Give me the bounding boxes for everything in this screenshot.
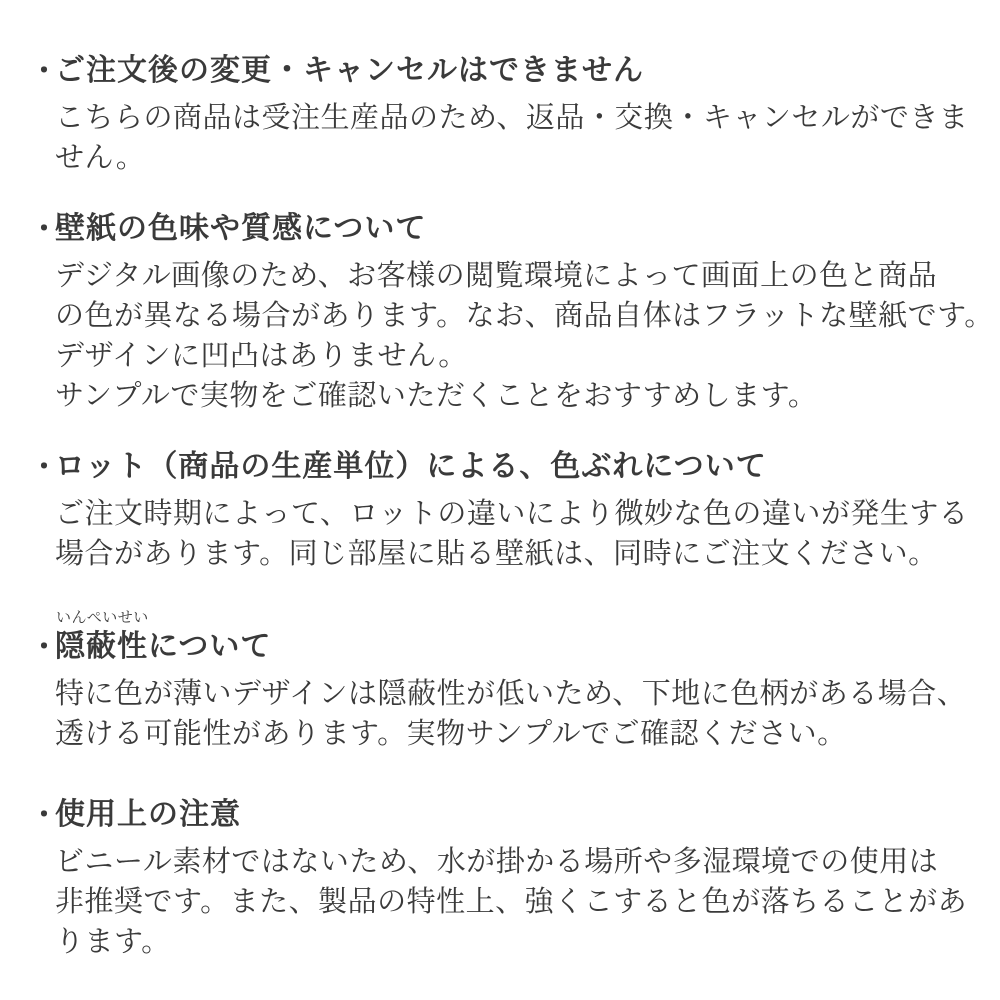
section-body [55,256,994,416]
bullet-icon: ・ [30,213,59,244]
bullet-icon: ・ [30,55,59,86]
body-line: こちらの商品は受注生産品のため、返品・交換・キャンセルができま [55,102,969,134]
body-line: せん。 [55,142,146,174]
section-body [55,842,972,962]
section-heading-label: ロット（商品の生産単位）による、色ぶれについて [55,450,767,483]
bullet-icon: ・ [30,631,59,662]
note-section [30,609,972,754]
body-line: 透ける可能性があります。実物サンプルでご確認ください。 [55,718,847,750]
section-heading [55,56,644,86]
bullet-icon: ・ [30,799,59,830]
body-line: の色が異なる場合があります。なお、商品自体はフラットな壁紙です。 [55,300,994,332]
section-heading [55,609,272,663]
bullet-icon: ・ [30,451,59,482]
section-heading-label: 壁紙の色味や質感について [55,212,427,245]
furigana-label: いんぺいせい [56,609,149,626]
body-line: ります。 [55,926,171,958]
section-heading [55,214,426,244]
body-line: デザインに凹凸はありません。 [55,340,468,372]
section-body [55,674,972,754]
body-line: デジタル画像のため、お客様の閲覧環境によって画面上の色と商品 [55,260,938,292]
section-body [55,494,972,574]
section-heading-label: 隠蔽性について [55,630,272,663]
body-line: 非推奨です。また、製品の特性上、強くこすると色が落ちることがあ [55,886,968,918]
body-line: ご注文時期によって、ロットの違いにより微妙な色の違いが発生する [55,498,969,530]
body-line: サンプルで実物をご確認いただくことをおすすめします。 [55,380,818,412]
section-heading-label: 使用上の注意 [55,798,241,831]
note-section [30,56,972,178]
note-section [30,800,972,962]
body-line: ビニール素材ではないため、水が掛かる場所や多湿環境での使用は [55,846,939,878]
body-line: 場合があります。同じ部屋に貼る壁紙は、同時にご注文ください。 [55,538,938,570]
section-heading [55,452,767,482]
note-section [30,212,994,416]
section-heading [55,800,241,830]
note-section [30,452,972,574]
section-heading-row [30,56,972,86]
section-heading-label: ご注文後の変更・キャンセルはできません [55,54,644,87]
body-line: 特に色が薄いデザインは隠蔽性が低いため、下地に色柄がある場合、 [55,678,967,710]
section-heading-row [30,214,972,244]
section-body [55,98,972,178]
section-heading-row [30,609,972,663]
section-heading-row [30,452,972,482]
section-heading-row [30,800,972,830]
